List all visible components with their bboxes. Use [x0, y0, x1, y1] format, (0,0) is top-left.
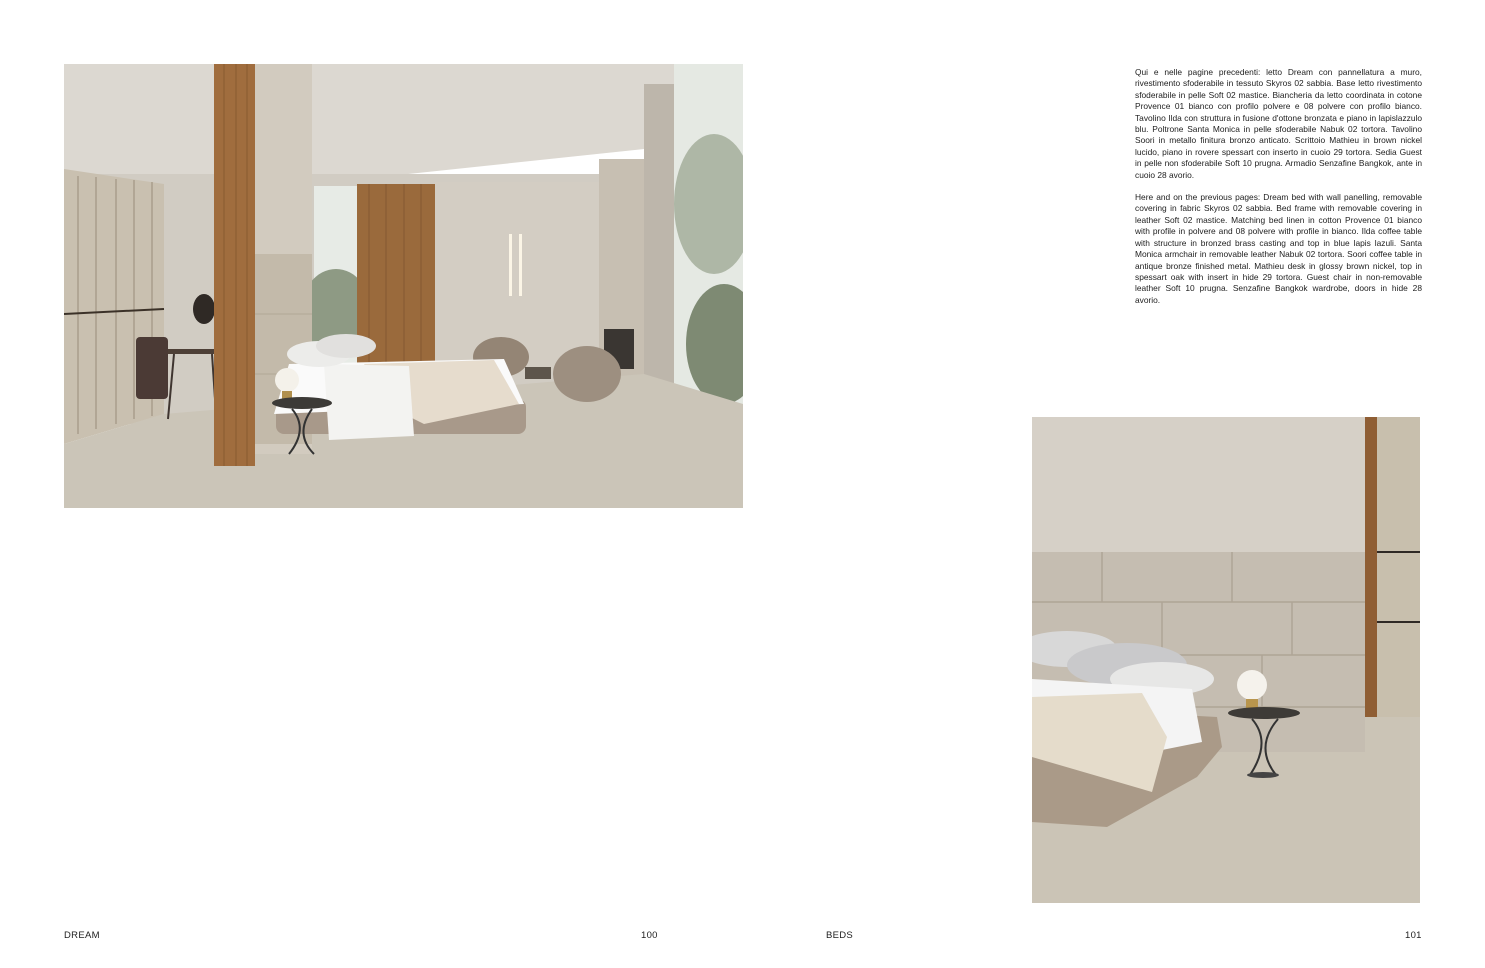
product-caption	[1135, 67, 1422, 317]
caption-italian: Qui e nelle pagine precedenti: letto Dream con pannellatura a muro, rivestimento sfoderabile in tessuto Skyros 02 sabbia. Base letto rivestimento sfoderabile in pelle Soft 02 mastice. Biancheria da letto coordinata in cotone Provence 01 bianco con profilo polvere e 08 polvere con profilo bianco. Tavolino Ilda con struttura in fusione d'ottone bronzata e piano in lapislazzulo blu. Poltrone Santa Monica in pelle sfoderabile Nabuk 02 tortora. Tavolino Soori in metallo finitura bronzo anticato. Scrittoio Mathieu in brown nickel lucido, piano in rovere spessart con inserto in cuoio 29 tortora. Sedia Guest in pelle non sfoderabile Soft 10 prugna. Armadio Senzafine Bangkok, ante in cuoio 28 avorio.	[1135, 67, 1422, 180]
bed-detail-photo	[1032, 417, 1420, 903]
page-number-right: 101	[1405, 930, 1422, 941]
page-number-left: 100	[641, 930, 658, 941]
caption-english: Here and on the previous pages: Dream bed with wall panelling, removable covering in fabric Skyros 02 sabbia. Bed frame with removable covering in leather Soft 02 mastice. Matching bed linen in cotton Provence 01 bianco with profile in polvere and 08 polvere with profile in bianco. Ilda coffee table with structure in bronzed brass casting and top in blue lapis lazuli. Santa Monica armchair in removable leather Nabuk 02 tortora. Soori coffee table in antique bronze finished metal. Mathieu desk in glossy brown nickel, top in spessart oak with insert in hide 29 tortora. Guest chair in non-removable leather Soft 10 prugna. Senzafine Bangkok wardrobe, doors in hide 28 avorio.	[1135, 192, 1422, 305]
footer-section-left: DREAM	[64, 930, 100, 941]
bedroom-photo	[64, 64, 743, 508]
footer-section-right: BEDS	[826, 930, 854, 941]
